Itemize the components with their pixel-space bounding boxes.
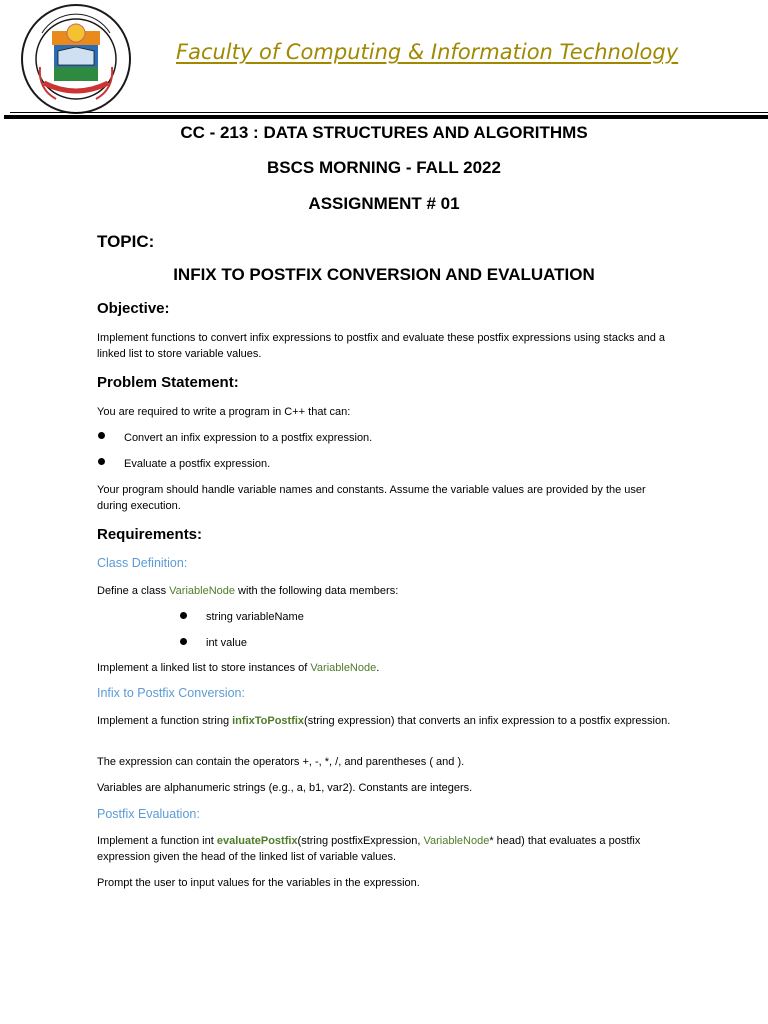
problem-heading: Problem Statement: [97, 374, 239, 391]
course-title: CC - 213 : DATA STRUCTURES AND ALGORITHMS [180, 123, 588, 142]
member-item: int value [206, 637, 247, 649]
class-name: VariableNode [423, 835, 490, 847]
problem-note: Your program should handle variable names and constants. Assume the variable values are provided by the user during execution. [97, 484, 646, 512]
topic-title: INFIX TO POSTFIX CONVERSION AND EVALUATION [173, 265, 595, 284]
problem-intro: You are required to write a program in C++ that can: [97, 406, 351, 418]
header-rule-thick [4, 115, 768, 119]
infix-heading: Infix to Postfix Conversion: [97, 686, 245, 700]
faculty-title: Faculty of Computing & Information Technology [176, 40, 679, 64]
bullet-icon [180, 638, 187, 645]
bullet-icon [98, 458, 105, 465]
header-rule-thin [10, 112, 768, 113]
member-item: string variableName [206, 611, 304, 623]
objective-text: Implement functions to convert infix expressions to postfix and evaluate these postfix expressions using stacks and a linked list to store variable values. [97, 332, 666, 360]
topic-label: TOPIC: [97, 232, 155, 251]
problem-bullet: Evaluate a postfix expression. [124, 458, 271, 470]
postfix-heading: Postfix Evaluation: [97, 807, 200, 821]
bullet-icon [180, 612, 187, 619]
program-title: BSCS MORNING - FALL 2022 [267, 158, 501, 177]
problem-bullet: Convert an infix expression to a postfix expression. [124, 432, 373, 444]
class-name: VariableNode [169, 585, 235, 597]
postfix-text-1: Implement a function int evaluatePostfix(string postfixExpression, VariableNode* head) that evaluates a postfix expression given the head of the linked list of variable values. [97, 835, 641, 863]
infix-text-3: Variables are alphanumeric strings (e.g., a, b1, var2). Constants are integers. [97, 782, 473, 794]
class-definition-text: Define a class VariableNode with the following data members: [97, 585, 399, 597]
function-name: evaluatePostfix [216, 835, 298, 847]
requirements-heading: Requirements: [97, 526, 203, 543]
bullet-icon [98, 432, 105, 439]
assignment-title: ASSIGNMENT # 01 [308, 194, 460, 213]
function-name: infixToPostfix [232, 715, 305, 727]
linked-list-text: Implement a linked list to store instances of VariableNode. [97, 662, 380, 674]
class-name: VariableNode [310, 662, 377, 674]
objective-heading: Objective: [97, 300, 170, 317]
class-definition-heading: Class Definition: [97, 556, 188, 570]
university-logo [20, 3, 132, 115]
postfix-text-2: Prompt the user to input values for the variables in the expression. [97, 877, 420, 889]
infix-text-2: The expression can contain the operators +, -, *, /, and parentheses ( and ). [97, 756, 465, 768]
infix-text-1: Implement a function string infixToPostfix(string expression) that converts an infix expression to a postfix expression. [97, 715, 671, 727]
